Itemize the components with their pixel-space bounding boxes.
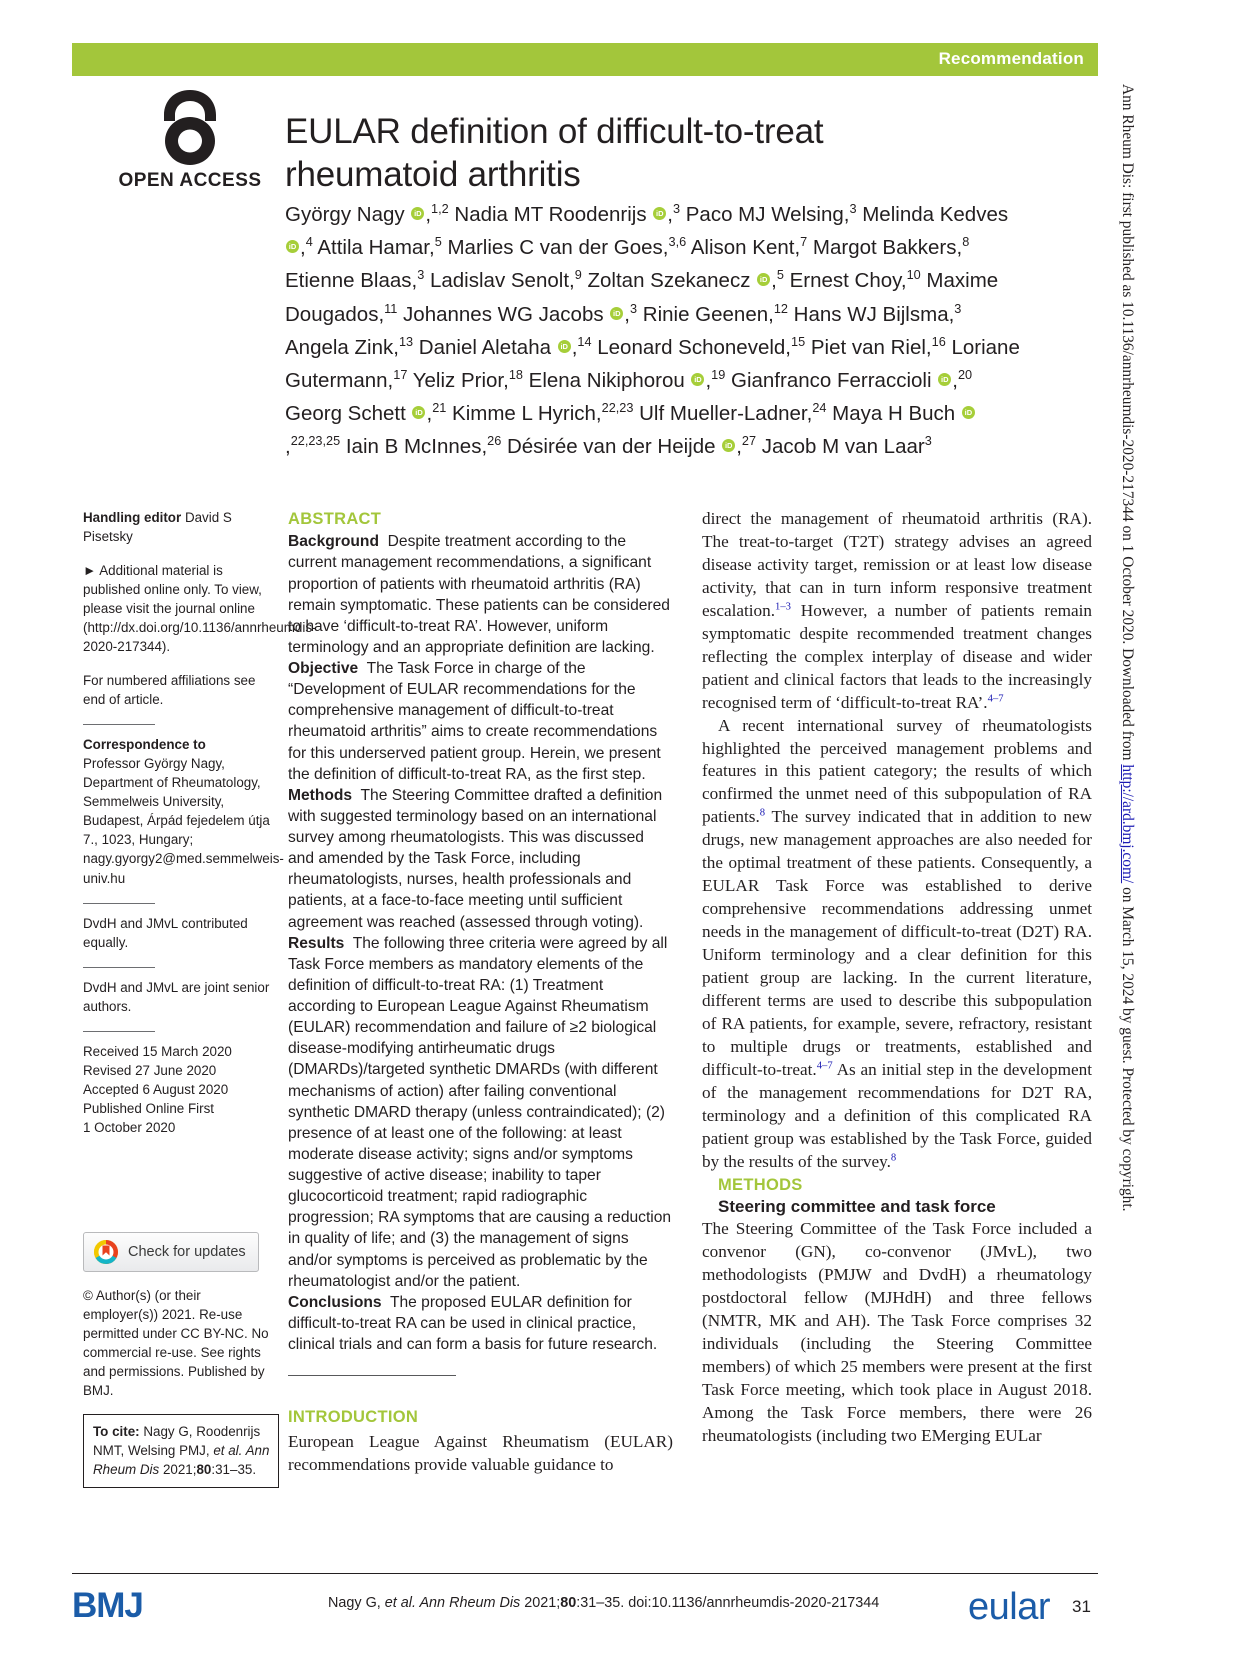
orcid-icon <box>938 373 951 386</box>
abstract-column <box>288 508 673 1476</box>
orcid-icon <box>691 373 704 386</box>
sidebar-lower <box>83 1228 279 1488</box>
handling-editor <box>83 508 271 546</box>
abstract-conclusions-label: Conclusions <box>288 1293 382 1311</box>
abstract-conclusions-text: The proposed EULAR definition for difficult-to-treat RA can be used in clinical practice, clinical trials and can form a basis for future research. <box>288 1293 658 1354</box>
contributed-equally-note: DvdH and JMvL contributed equally. <box>83 915 248 950</box>
author-list: György Nagy iD,$^{1,2}$ Nadia MT Roodenrijs iD,$^3$ Paco MJ Welsing,$^3$ Melinda Kedves iD,$^4$ Attila Hamar,$^5$ Marlies C van der Goes,$^{3,6}$ Alison Kent,$^7$ Margot Bakkers,$^8$ Etienne Blaas,$^3$ Ladislav Senolt,$^9$ Zoltan Szekanecz iD,$^5$ Ernest Choy,$^{10}$ Maxime Dougados,$^{11}$ Johannes WG Jacobs iD,$^3$ Rinie Geenen,$^{12}$ Hans WJ Bijlsma,$^3$ Angela Zink,$^{13}$ Daniel Aletaha iD,$^{14}$ Leonard Schoneveld,$^{15}$ Piet van Riel,$^{16}$ Loriane Gutermann,$^{17}$ Yeliz Prior,$^{18}$ Elena Nikiphorou iD,$^{19}$ Gianfranco Ferraccioli iD,$^{20}$ Georg Schett iD,$^{21}$ Kimme L Hyrich,$^{22,23}$ Ulf Mueller-Ladner,$^{24}$ Maya H Buch iD,$^{22,23,25}$ Iain B McInnes,$^{26}$ Désirée van der Heijde iD,$^{27}$ Jacob M van Laar$^3$ <box>285 198 1025 464</box>
footer-divider <box>72 1573 1098 1574</box>
introduction-heading: INTRODUCTION <box>288 1408 419 1427</box>
senior-authors-note: DvdH and JMvL are joint senior authors. <box>83 979 270 1014</box>
article-type-label: Recommendation <box>938 49 1084 68</box>
crossmark-icon <box>93 1239 119 1265</box>
to-cite-pages: :31–35. <box>211 1462 257 1478</box>
orcid-icon <box>286 240 299 253</box>
reference-4-7[interactable]: 4–7 <box>987 692 1004 704</box>
open-access-label: OPEN ACCESS <box>118 170 262 191</box>
footer-citation <box>328 1595 879 1611</box>
additional-material-note: ► Additional material is published online only. To view, please visit the journal online (http://dx.doi.org/10.1136/annrheumdis-2020-217344). <box>83 563 317 655</box>
abstract-results-label: Results <box>288 934 345 952</box>
eular-logo: eular <box>968 1586 1050 1628</box>
published-online-first-label: Published Online First <box>83 1100 214 1116</box>
check-for-updates-button[interactable] <box>83 1232 259 1272</box>
orcid-icon <box>653 207 666 220</box>
divider <box>83 903 155 904</box>
reference-4-7-b[interactable]: 4–7 <box>816 1060 833 1072</box>
open-access-block <box>110 88 270 192</box>
to-cite-volume: 80 <box>196 1462 212 1478</box>
revised-date: Revised 27 June 2020 <box>83 1062 217 1078</box>
intro-paragraph-2 <box>702 715 1092 1174</box>
orcid-icon <box>757 273 770 286</box>
open-lock-icon <box>158 88 222 166</box>
article-type-banner <box>72 43 1098 76</box>
methods-subheading: Steering committee and task force <box>718 1196 996 1216</box>
methods-heading: METHODS <box>718 1175 803 1194</box>
to-cite-label: To cite: <box>93 1424 140 1440</box>
abstract-results-text: The following three criteria were agreed by all Task Force members as mandatory elements of the definition of difficult-to-treat RA: (1) Treatment according to European League Against Rheumatism (EULAR) recommendation and failure of ≥2 biological disease-modifying antirheumatic drugs (DMARDs)/targeted synthetic DMARDs (with different mechanisms of action) after failing conventional synthetic DMARD therapy (unless contraindicated); (2) presence of at least one of the following: at least moderate disease activity; signs and/or symptoms suggestive of active disease; inability to taper glucocorticoid treatment; rapid radiographic progression; RA symptoms that are causing a reduction in quality of life; and (3) the management of signs and/or symptoms is perceived as problematic by the rheumatologist and/or the patient. <box>288 934 672 1290</box>
correspondence-block <box>83 735 284 887</box>
footer-cite-doi: :31–35. doi:10.1136/annrheumdis-2020-217344 <box>576 1595 880 1611</box>
handling-editor-name: David S Pisetsky <box>83 510 232 545</box>
body-column-right <box>702 508 1092 1448</box>
orcid-icon <box>962 406 975 419</box>
accepted-date: Accepted 6 August 2020 <box>83 1081 229 1097</box>
to-cite-box <box>83 1414 279 1488</box>
abstract-methods-label: Methods <box>288 786 353 804</box>
abstract-body <box>288 531 673 1355</box>
copyright-note: © Author(s) (or their employer(s)) 2021. Re-use permitted under CC BY-NC. No commercial re-use. See rights and permissions. Published by BMJ. <box>83 1288 269 1399</box>
provenance-link[interactable]: http://ard.bmj.com/ <box>1119 764 1136 884</box>
published-online-first-date: 1 October 2020 <box>83 1119 176 1135</box>
page-title: EULAR definition of difficult-to-treat rheumatoid arthritis <box>285 112 824 195</box>
footer-cite-author: Nagy G, <box>328 1595 385 1611</box>
abstract-methods-text: The Steering Committee drafted a definition with suggested terminology based on an international survey among rheumatologists. This was discussed and amended by the Task Force, including rheumatologists, nurses, health professionals and patients, at a face-to-face meeting until sufficient agreement was reached (assessed through voting). <box>288 786 663 931</box>
orcid-icon <box>412 406 425 419</box>
page-number: 31 <box>1072 1597 1091 1616</box>
reference-8[interactable]: 8 <box>759 807 766 819</box>
provenance-text <box>1118 84 1136 1212</box>
abstract-background-label: Background <box>288 533 379 551</box>
reference-1-3[interactable]: 1–3 <box>775 601 791 613</box>
orcid-icon <box>558 340 571 353</box>
handling-editor-label: Handling editor <box>83 510 182 525</box>
orcid-icon <box>610 307 623 320</box>
abstract-objective-label: Objective <box>288 660 359 678</box>
abstract-heading: ABSTRACT <box>288 510 382 528</box>
bmj-logo: BMJ <box>72 1586 143 1625</box>
to-cite-journal: et al. Ann Rheum Dis <box>93 1443 270 1478</box>
footer-cite-year: 2021; <box>520 1595 561 1611</box>
check-for-updates-label: Check for updates <box>128 1244 246 1260</box>
footer-cite-volume: 80 <box>560 1595 577 1611</box>
correspondence-label: Correspondence to <box>83 737 206 753</box>
provenance-suffix: on March 15, 2024 by guest. Protected by copyright. <box>1119 883 1136 1212</box>
affiliations-note: For numbered affiliations see end of article. <box>83 673 256 708</box>
introduction-paragraph-left: European League Against Rheumatism (EULAR) recommendations provide valuable guidance to <box>288 1431 673 1474</box>
intro-p2-b: The survey indicated that in addition to new drugs, new management approaches are also needed for the optimal treatment of these patients. Consequently, a EULAR Task Force was established to derive comprehensive recommendations addressing unmet needs in the management of difficult-to-treat (D2T) RA. Uniform terminology and a clear definition for this patient group are lacking. In the current literature, different terms are used to describe this subpopulation of RA patients, for example, severe, refractory, resistant to multiple drugs or treatments, established and difficult-to-treat. <box>702 807 1092 1079</box>
to-cite-authors: Nagy G, Roodenrijs NMT, Welsing PMJ, <box>93 1424 261 1459</box>
received-date: Received 15 March 2020 <box>83 1043 232 1059</box>
intro-p1-a: direct the management of rheumatoid arthritis (RA). The treat-to-target (T2T) strategy advises an agreed disease activity target, remission or at least low disease activity, that can in turn inform responsive treatment escalation. <box>702 509 1092 620</box>
sidebar-provenance-rail <box>1110 40 1144 1480</box>
abstract-objective-text: The Task Force in charge of the “Development of EULAR recommendations for the comprehensive management of difficult-to-treat rheumatoid arthritis” aims to create recommendations for this underserved patient group. Herein, we present the definition of difficult-to-treat RA, as the first step. <box>288 660 661 783</box>
divider <box>83 967 155 968</box>
divider <box>288 1375 456 1376</box>
intro-p1-b: However, a number of patients remain symptomatic despite recommended treatment changes reflecting the complex interplay of disease and wider patient and clinical factors that leads to the increasingly recognised term of ‘difficult-to-treat RA’. <box>702 600 1092 712</box>
divider <box>83 1031 155 1032</box>
publication-dates <box>83 1042 271 1137</box>
methods-paragraph: The Steering Committee of the Task Force included a convenor (GN), co-convenor (JMvL), two methodologists (PMJW and DvdH) a rheumatology postdoctoral fellow (MJHdH) and three fellows (NMTR, MK and AH). The Task Force comprises 32 individuals (including the Steering Committee members) of which 25 members were present at the first Task Force meeting, which took place in August 2018. Among the Task Force members, there were 26 rheumatologists (including two EMerging EULar <box>702 1219 1092 1445</box>
abstract-background-text: Despite treatment according to the current management recommendations, a significant proportion of patients with rheumatoid arthritis (RA) remain symptomatic. These patients can be considered to have ‘difficult-to-treat RA’. However, uniform terminology and an appropriate definition are lacking. <box>288 533 670 656</box>
footer-cite-journal: et al. Ann Rheum Dis <box>384 1595 521 1611</box>
reference-8-b[interactable]: 8 <box>890 1151 897 1163</box>
correspondence-body: Professor György Nagy, Department of Rheumatology, Semmelweis University, Budapest, Árpád fejedelem útja 7., 1023, Hungary; nagy.gyorgy2@med.semmelweis-univ.hu <box>83 756 284 886</box>
divider <box>83 724 155 725</box>
orcid-icon <box>722 439 735 452</box>
orcid-icon <box>411 207 424 220</box>
intro-p2-a: A recent international survey of rheumatologists highlighted the perceived management problems and features in this patient category; the results of which confirmed the unmet need of this subpopulation of RA patients. <box>702 715 1092 827</box>
to-cite-year: 2021; <box>162 1462 197 1478</box>
provenance-prefix: Ann Rheum Dis: first published as 10.1136/annrheumdis-2020-217344 on 1 October 2020. Downloaded from <box>1119 84 1136 765</box>
intro-p2-c: As an initial step in the development of the management recommendations for D2T RA, terminology and a definition of this complicated RA patient group was established by the Task Force, guided by the results of the survey. <box>702 1059 1092 1171</box>
intro-paragraph-1 <box>702 508 1092 715</box>
